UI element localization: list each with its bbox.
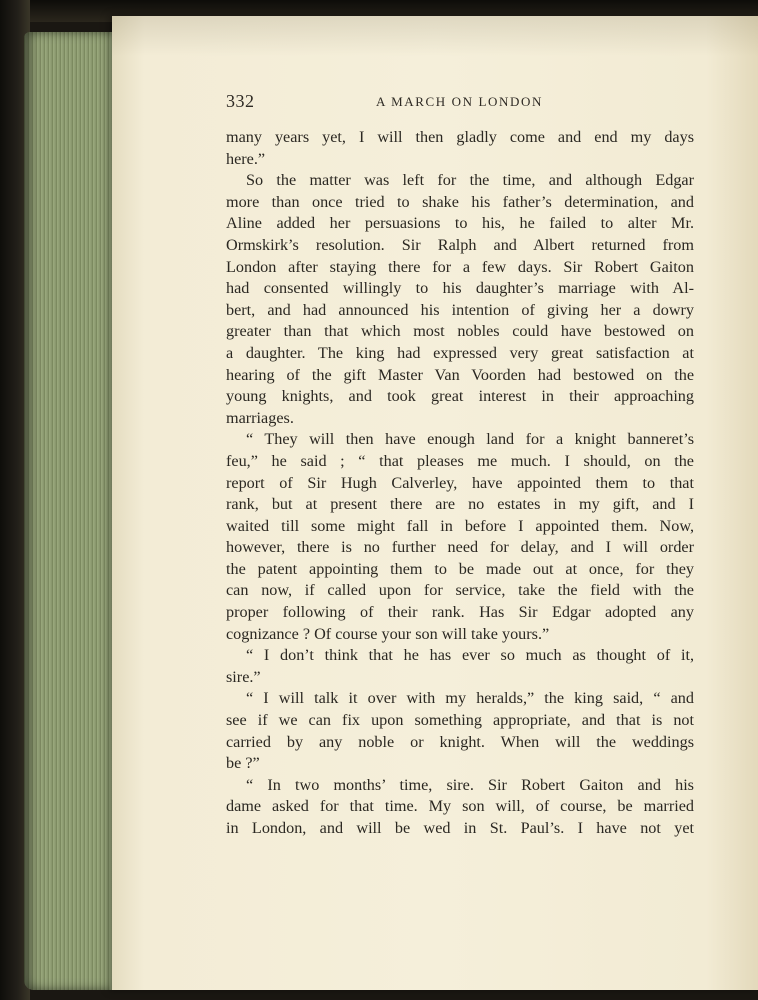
- text-line: the patent appointing them to be made out at once, for they: [226, 559, 694, 578]
- text-line: sire.”: [226, 667, 261, 686]
- text-line: Aline added her persuasions to his, he failed to alter Mr.: [226, 214, 694, 233]
- text-line: in London, and will be wed in St. Paul’s. I have not yet: [226, 819, 694, 837]
- text-line: young knights, and took great interest in their approaching: [226, 387, 694, 406]
- text-line: So the matter was left for the time, and although Edgar: [246, 171, 694, 190]
- page-header: [226, 91, 694, 113]
- text-line: “ I will talk it over with my heralds,” the king said, “ and: [246, 689, 694, 708]
- text-line: London after staying there for a few days. Sir Robert Gaiton: [226, 257, 694, 276]
- text-line: can now, if called upon for service, take the field with the: [226, 581, 694, 600]
- text-line: however, there is no further need for delay, and I will order: [226, 538, 694, 557]
- text-line: more than once tried to shake his father’s determination, and: [226, 192, 694, 211]
- text-line: greater than that which most nobles could have bestowed on: [226, 322, 694, 341]
- text-line: marriages.: [226, 408, 294, 427]
- text-line: see if we can fix upon something appropriate, and that is not: [226, 711, 694, 730]
- text-line: waited till some might fall in before I appointed them. Now,: [226, 516, 694, 535]
- running-head: A MARCH ON LONDON: [376, 94, 543, 109]
- text-line: cognizance ? Of course your son will take yours.”: [226, 624, 550, 643]
- text-line: a daughter. The king had expressed very great satisfaction at: [226, 343, 694, 362]
- text-line: report of Sir Hugh Calverley, have appointed them to that: [226, 473, 694, 492]
- text-line: proper following of their rank. Has Sir Edgar adopted any: [226, 603, 694, 622]
- text-line: many years yet, I will then gladly come and end my days: [226, 128, 694, 146]
- text-line: carried by any noble or knight. When will the weddings: [226, 732, 694, 751]
- page-number: 332: [226, 91, 255, 111]
- text-line: Ormskirk’s resolution. Sir Ralph and Albert returned from: [226, 235, 694, 254]
- text-line: “ They will then have enough land for a knight banneret’s: [246, 430, 694, 449]
- page-edges: [24, 32, 124, 990]
- text-line: dame asked for that time. My son will, of course, be married: [226, 797, 694, 816]
- text-line: rank, but at present there are no estates in my gift, and I: [226, 495, 694, 514]
- text-line: here.”: [226, 149, 266, 168]
- text-line: be ?”: [226, 754, 260, 773]
- body-text: [226, 127, 694, 840]
- text-line: feu,” he said ; “ that pleases me much. I should, on the: [226, 451, 694, 470]
- text-line: hearing of the gift Master Van Voorden had bestowed on the: [226, 365, 694, 384]
- text-line: had consented willingly to his daughter’s marriage with Al-: [226, 279, 694, 298]
- text-line: “ In two months’ time, sire. Sir Robert Gaiton and his: [246, 775, 694, 794]
- text-line: bert, and had announced his intention of giving her a dowry: [226, 300, 694, 319]
- text-line: “ I don’t think that he has ever so much as thought of it,: [246, 646, 694, 665]
